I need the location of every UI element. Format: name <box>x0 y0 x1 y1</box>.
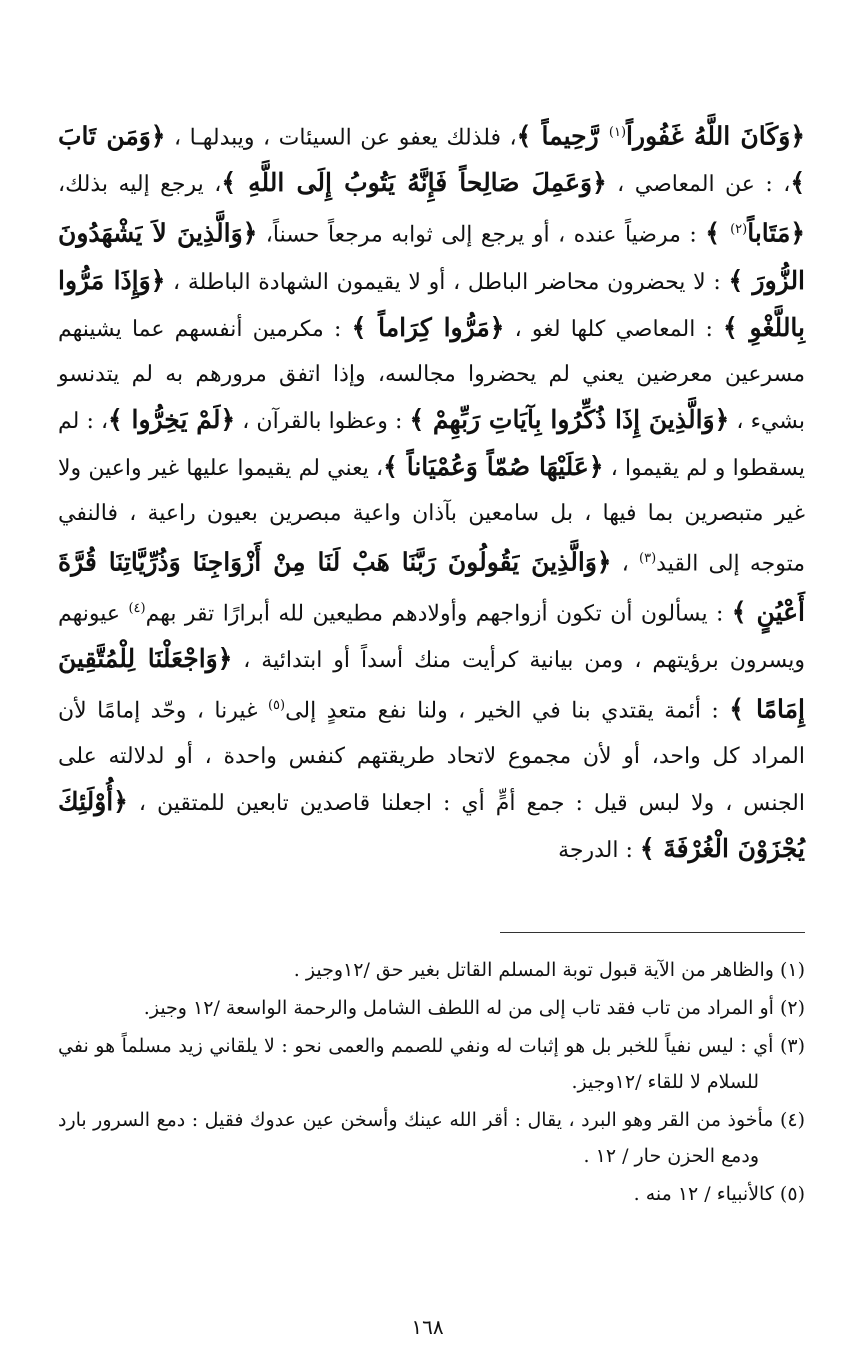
quran-quote: ﴿لَمْ يَخِرُّوا ﴾ <box>108 404 236 434</box>
commentary-text: غيرنا ، وحّد إمامًا لأن المراد كل واحد، أو لأن مجموع لاتحاد طريقتهم كنفس واحدة ، أو لدلالته على الجنس ، ولا لبس قيل : جمع أمٍّ أي : اجعلنا قاصدين تابعين للمتقين ، <box>58 698 805 816</box>
footnote-1: (١) والظاهر من الآية قبول توبة المسلم القاتل بغير حق /١٢وجيز . <box>293 959 805 981</box>
main-paragraph <box>58 110 805 873</box>
commentary-text: ، فلذلك يعفو عن السيئات ، ويبدلهـا ، <box>165 125 517 151</box>
quran-quote: ﴿وَمَن تَابَ ﴾ <box>58 121 806 198</box>
footnote-ref: (٣) <box>639 550 657 566</box>
quran-quote: ﴿عَلَيْهَا صُمّاً وَعُمْيَاناً ﴾ <box>383 451 604 481</box>
commentary-text: : أئمة يقتدي بنا في الخير ، ولنا نفع متعدٍ إلى <box>285 698 730 724</box>
quran-quote: ﴿وَالَّذِينَ يَقُولُونَ رَبَّنَا هَبْ لَنَا مِنْ أَزْوَاجِنَا وَذُرِّيَّاتِنَا قُرَّةَ أَعْيُنٍ ﴾ <box>58 546 805 627</box>
commentary-text: ، <box>611 550 640 576</box>
quran-quote: ﴿أُوْلَئِكَ يُجْزَوْنَ الْغُرْفَةَ ﴾ <box>58 786 805 863</box>
commentary-text: : مكرمين أنفسهم عما يشينهم مسرعين معرضين يعني لم يحضروا مجالسه، وإذا اتفق مرورهم به لم يتدنسو بشيء ، <box>58 316 805 434</box>
footnote-ref: (٢) <box>730 222 748 238</box>
footnote-separator <box>500 932 805 933</box>
quran-quote: ﴿مَرُّوا كِرَاماً ﴾ <box>351 312 505 342</box>
footnote-ref: (٥) <box>267 698 286 714</box>
commentary-text: ، يرجع إليه بذلك، <box>58 172 222 198</box>
quran-quote: ﴿وَإِذَا مَرُّوا بِاللَّغْوِ ﴾ <box>58 265 806 342</box>
footnote-5: (٥) كالأنبياء / ١٢ منه . <box>633 1183 805 1205</box>
commentary-text: : الدرجة <box>558 837 640 863</box>
quran-quote: ﴾ <box>705 218 731 248</box>
page-number: ١٦٨ <box>411 1315 444 1339</box>
commentary-text: : وعظوا بالقرآن ، <box>235 408 410 434</box>
quran-quote: ﴿مَتَاباً <box>747 218 805 248</box>
commentary-text: ، يعني لم يقيموا عليها غير واعين ولا غير متبصرين بما فيها ، بل سامعين بآذان واعية مبصرين بعيون راعية ، فالنفي متوجه إلى القيد <box>58 455 806 576</box>
commentary-text: عيونهم ويسرون برؤيتهم ، ومن بيانية كرأيت منك أسداً أو ابتدائية ، <box>58 601 805 674</box>
footnote-ref: (٤) <box>128 600 146 616</box>
quran-quote: ﴿وَالَّذِينَ لاَ يَشْهَدُونَ الزُّورَ ﴾ <box>58 218 806 295</box>
commentary-text: : يسألون أن تكون أزواجهم وأولادهم مطيعين لله أبرارًا تقر بهم <box>145 601 732 627</box>
commentary-text: : لا يحضرون محاضر الباطل ، أو لا يقيمون الشهادة الباطلة ، <box>165 269 729 295</box>
commentary-text: ، : لم يسقطوا و لم يقيموا ، <box>58 408 806 481</box>
quran-quote: ﴿وَالَّذِينَ إِذَا ذُكِّرُوا بِآيَاتِ رَبِّهِمْ ﴾ <box>409 404 730 434</box>
quran-quote: ﴿وَعَمِلَ صَالِحاً فَإِنَّهُ يَتُوبُ إِلَى اللَّهِ ﴾ <box>221 168 607 198</box>
quran-quote: رَّحِيماً ﴾ <box>516 121 609 151</box>
commentary-text: ، : عن المعاصي ، <box>606 172 791 198</box>
quran-quote: ﴿وَاجْعَلْنَا لِلْمُتَّقِينَ إِمَامًا ﴾ <box>58 644 805 724</box>
footnote-2: (٢) أو المراد من تاب فقد تاب إلى من له اللطف الشامل والرحمة الواسعة /١٢ وجيز. <box>143 997 805 1019</box>
footnotes <box>58 952 805 1214</box>
footnote-3: (٣) أي : ليس نفياً للخبر بل هو إثبات له ونفي للصمم والعمى نحو : لا يلقاني زيد مسلماً هو نفي للسلام لا للقاء /١٢وجيز. <box>58 1035 805 1093</box>
footnote-4: (٤) مأخوذ من القر وهو البرد ، يقال : أقر الله عينك وأسخن عين عدوك فقيل : دمع السرور بارد ودمع الحزن حار / ١٢ . <box>58 1109 805 1167</box>
main-text <box>58 110 805 873</box>
quran-quote: ﴿وَكَانَ اللَّهُ غَفُوراً <box>626 121 805 151</box>
commentary-text: : المعاصي كلها لغو ، <box>504 316 724 342</box>
page-body <box>58 110 805 873</box>
footnote-ref: (١) <box>608 125 627 140</box>
commentary-text: : مرضياً عنده ، أو يرجع إلى ثوابه مرجعاً حسناً، <box>257 222 706 248</box>
